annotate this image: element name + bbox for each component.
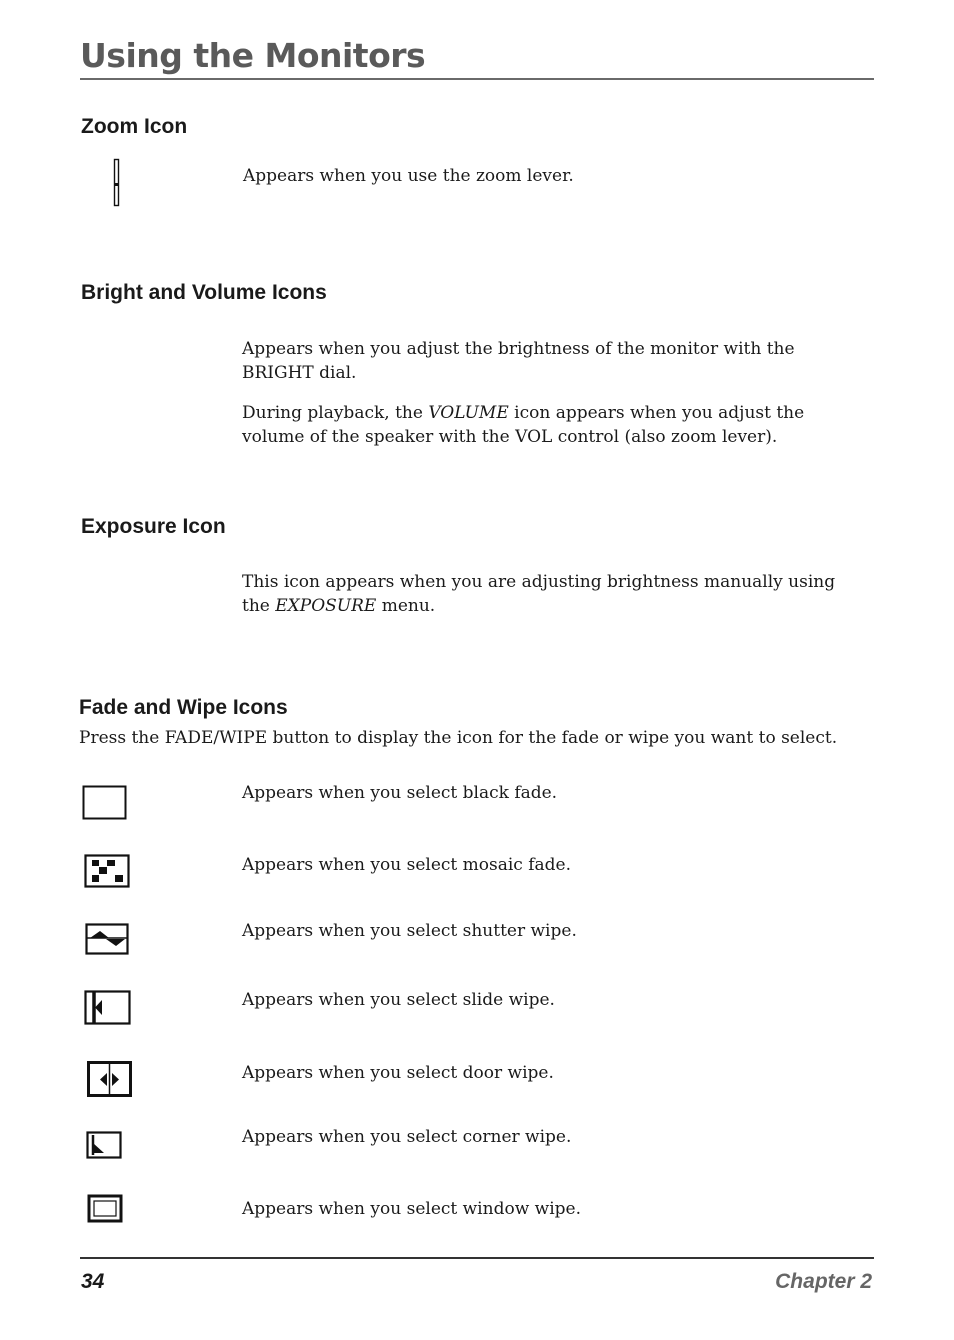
volume-description <box>242 401 842 449</box>
volume-text-end: icon appears when you adjust the volume of the speaker with the VOL control (also zoom lever). <box>242 403 805 447</box>
shutter-wipe-description: Appears when you select shutter wipe. <box>242 921 577 941</box>
chapter-label: Chapter 2 <box>775 1270 872 1293</box>
corner-wipe-description: Appears when you select corner wipe. <box>242 1127 572 1147</box>
page-title: Using the Monitors <box>80 36 426 75</box>
exposure-term: EXPOSURE <box>275 596 377 616</box>
exposure-text-start: This icon appears when you are adjusting brightness manually using the <box>242 572 836 616</box>
zoom-icon-heading: Zoom Icon <box>81 115 188 138</box>
volume-term: VOLUME <box>428 403 509 423</box>
fade-wipe-intro: Press the FADE/WIPE button to display the icon for the fade or wipe you want to select. <box>79 728 838 748</box>
exposure-text-end: menu. <box>376 596 436 616</box>
window-wipe-icon <box>87 1194 123 1223</box>
bright-description: Appears when you adjust the brightness of the monitor with the BRIGHT dial. <box>242 339 795 383</box>
mosaic-fade-icon <box>84 854 131 889</box>
slide-wipe-icon <box>84 990 132 1026</box>
bright-volume-heading: Bright and Volume Icons <box>81 281 327 304</box>
corner-wipe-icon <box>86 1131 123 1160</box>
window-wipe-description: Appears when you select window wipe. <box>242 1199 581 1219</box>
exposure-heading: Exposure Icon <box>81 515 226 538</box>
page-number: 34 <box>81 1270 105 1293</box>
slide-wipe-description: Appears when you select slide wipe. <box>242 990 555 1010</box>
zoom-description: Appears when you use the zoom lever. <box>243 166 574 186</box>
door-wipe-description: Appears when you select door wipe. <box>242 1063 554 1083</box>
header-rule <box>80 78 874 80</box>
black-fade-icon <box>82 785 128 821</box>
black-fade-description: Appears when you select black fade. <box>242 783 558 803</box>
shutter-wipe-icon <box>85 923 130 956</box>
exposure-description <box>242 570 862 618</box>
mosaic-fade-description: Appears when you select mosaic fade. <box>242 855 571 875</box>
volume-text-start: During playback, the <box>242 403 429 423</box>
fade-wipe-heading: Fade and Wipe Icons <box>79 696 288 719</box>
door-wipe-icon <box>87 1061 134 1098</box>
zoom-bar-icon <box>113 158 121 207</box>
footer-rule <box>80 1257 874 1259</box>
